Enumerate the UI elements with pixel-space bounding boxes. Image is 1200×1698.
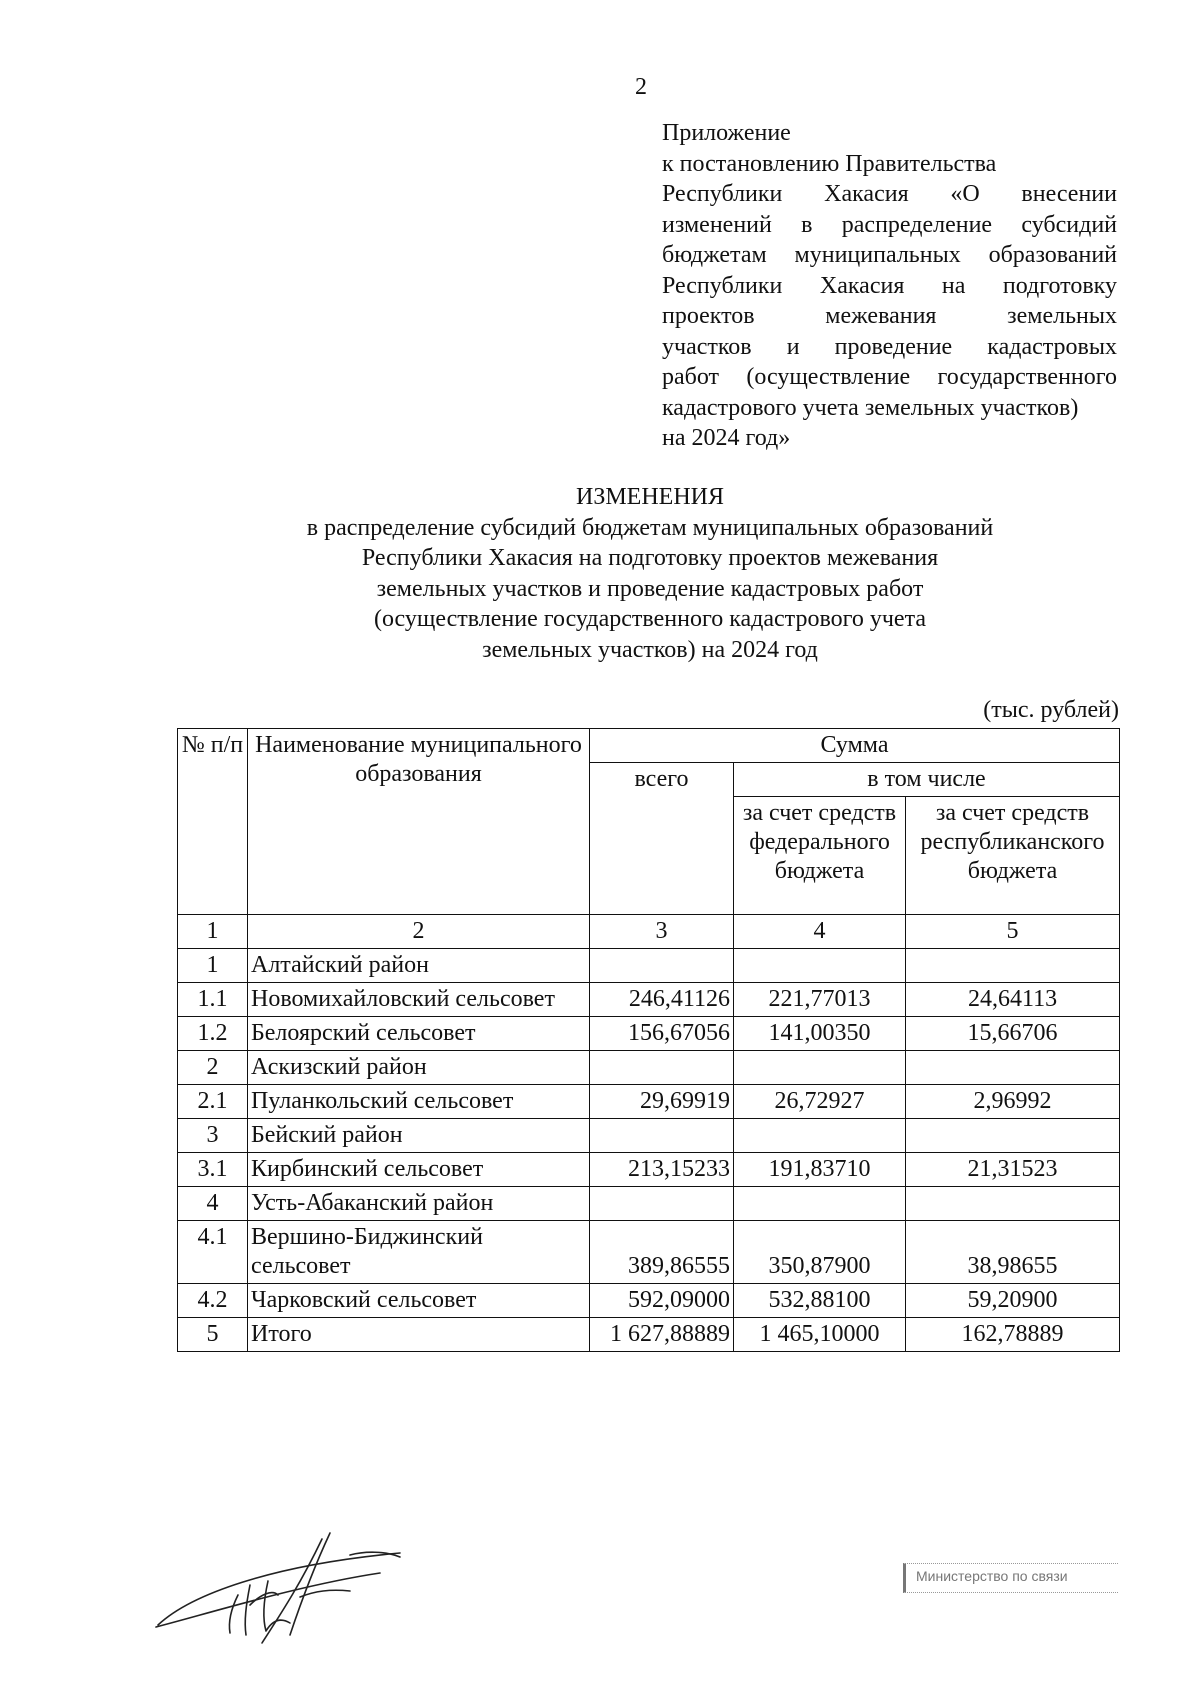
row-name: Алтайский район [248, 949, 590, 983]
row-total: 213,15233 [590, 1153, 734, 1187]
row-federal: 1 465,10000 [734, 1318, 906, 1352]
signature [150, 1525, 410, 1645]
table-row-total [178, 1318, 1120, 1352]
registration-stamp: Министерство по связи [903, 1563, 1118, 1593]
subsidy-table [177, 728, 1120, 1352]
row-federal: 221,77013 [734, 983, 906, 1017]
title-line: земельных участков) на 2024 год [482, 636, 818, 663]
table-row [178, 1017, 1120, 1051]
row-total [590, 1119, 734, 1153]
header-name: Наименование муниципального образования [248, 729, 590, 915]
table-row [178, 1221, 1120, 1284]
title-line: в распределение субсидий бюджетам муниципальных образований [306, 514, 994, 541]
appendix-line: участков и проведение кадастровых [662, 333, 1117, 360]
table-row [178, 1085, 1120, 1119]
row-federal [734, 1051, 906, 1085]
row-republican [906, 1187, 1120, 1221]
table-body [178, 949, 1120, 1352]
header-num: № п/п [178, 729, 248, 915]
column-number: 4 [734, 915, 906, 949]
row-republican [906, 1051, 1120, 1085]
row-republican [906, 1119, 1120, 1153]
row-federal: 191,83710 [734, 1153, 906, 1187]
table-row [178, 1153, 1120, 1187]
row-federal: 350,87900 [734, 1221, 906, 1284]
table-row [178, 1284, 1120, 1318]
units-label: (тыс. рублей) [983, 697, 1119, 723]
row-name: Вершино-Биджинский сельсовет [248, 1221, 590, 1284]
header-sum: Сумма [590, 729, 1120, 763]
row-name: Новомихайловский сельсовет [248, 983, 590, 1017]
appendix-line: Приложение [662, 120, 791, 146]
column-number-row [178, 915, 1120, 949]
row-num: 1.1 [178, 983, 248, 1017]
row-num: 3.1 [178, 1153, 248, 1187]
row-federal [734, 949, 906, 983]
row-num: 1.2 [178, 1017, 248, 1051]
row-total [590, 949, 734, 983]
row-num: 4.1 [178, 1221, 248, 1284]
row-total: 29,69919 [590, 1085, 734, 1119]
row-federal [734, 1187, 906, 1221]
row-name: Белоярский сельсовет [248, 1017, 590, 1051]
row-federal: 532,88100 [734, 1284, 906, 1318]
row-republican: 162,78889 [906, 1318, 1120, 1352]
appendix-block [662, 118, 1117, 454]
row-name: Бейский район [248, 1119, 590, 1153]
column-number: 3 [590, 915, 734, 949]
row-num: 1 [178, 949, 248, 983]
row-num: 3 [178, 1119, 248, 1153]
appendix-line: Республики Хакасия «О внесении [662, 181, 1117, 207]
table-row [178, 1051, 1120, 1085]
header-federal: за счет средств федерального бюджета [734, 797, 906, 915]
appendix-line: изменений в распределение субсидий [662, 211, 1117, 238]
row-federal [734, 1119, 906, 1153]
row-republican: 21,31523 [906, 1153, 1120, 1187]
appendix-line: кадастрового учета земельных участков) [662, 394, 1079, 421]
row-name: Аскизский район [248, 1051, 590, 1085]
row-name: Чарковский сельсовет [248, 1284, 590, 1318]
row-republican: 24,64113 [906, 983, 1120, 1017]
column-number: 1 [178, 915, 248, 949]
appendix-line: на 2024 год» [662, 425, 791, 451]
row-total: 246,41126 [590, 983, 734, 1017]
row-num: 2 [178, 1051, 248, 1085]
appendix-line: проектов межевания земельных [662, 303, 1117, 329]
header-total: всего [590, 763, 734, 915]
page-number: 2 [635, 74, 647, 100]
row-name: Усть-Абаканский район [248, 1187, 590, 1221]
row-total: 156,67056 [590, 1017, 734, 1051]
title-line: Республики Хакасия на подготовку проектов межевания [361, 545, 939, 571]
row-name: Итого [248, 1318, 590, 1352]
column-number: 2 [248, 915, 590, 949]
title-line: (осуществление государственного кадастрового учета [373, 606, 927, 632]
row-num: 2.1 [178, 1085, 248, 1119]
table-row [178, 983, 1120, 1017]
row-total: 592,09000 [590, 1284, 734, 1318]
row-republican [906, 949, 1120, 983]
appendix-line: работ (осуществление государственного [662, 364, 1117, 390]
header-including: в том числе [734, 763, 1120, 797]
row-federal: 26,72927 [734, 1085, 906, 1119]
title-line: земельных участков и проведение кадастровых работ [376, 575, 924, 602]
row-total: 389,86555 [590, 1221, 734, 1284]
row-name: Кирбинский сельсовет [248, 1153, 590, 1187]
row-num: 5 [178, 1318, 248, 1352]
table-row [178, 1187, 1120, 1221]
row-republican: 15,66706 [906, 1017, 1120, 1051]
header-republican: за счет средств республиканского бюджета [906, 797, 1120, 915]
row-total [590, 1051, 734, 1085]
row-total [590, 1187, 734, 1221]
table-row [178, 1119, 1120, 1153]
header-row [178, 729, 1120, 763]
row-federal: 141,00350 [734, 1017, 906, 1051]
table-row [178, 949, 1120, 983]
row-total: 1 627,88889 [590, 1318, 734, 1352]
appendix-line: бюджетам муниципальных образований [662, 242, 1117, 268]
row-republican: 2,96992 [906, 1085, 1120, 1119]
row-republican: 38,98655 [906, 1221, 1120, 1284]
appendix-line: к постановлению Правительства [662, 150, 997, 177]
row-name: Пуланкольский сельсовет [248, 1085, 590, 1119]
row-num: 4 [178, 1187, 248, 1221]
title-heading: ИЗМЕНЕНИЯ [575, 484, 725, 510]
row-num: 4.2 [178, 1284, 248, 1318]
column-number: 5 [906, 915, 1120, 949]
table-header [178, 729, 1120, 949]
appendix-line: Республики Хакасия на подготовку [662, 272, 1117, 299]
document-title [180, 482, 1120, 665]
row-republican: 59,20900 [906, 1284, 1120, 1318]
